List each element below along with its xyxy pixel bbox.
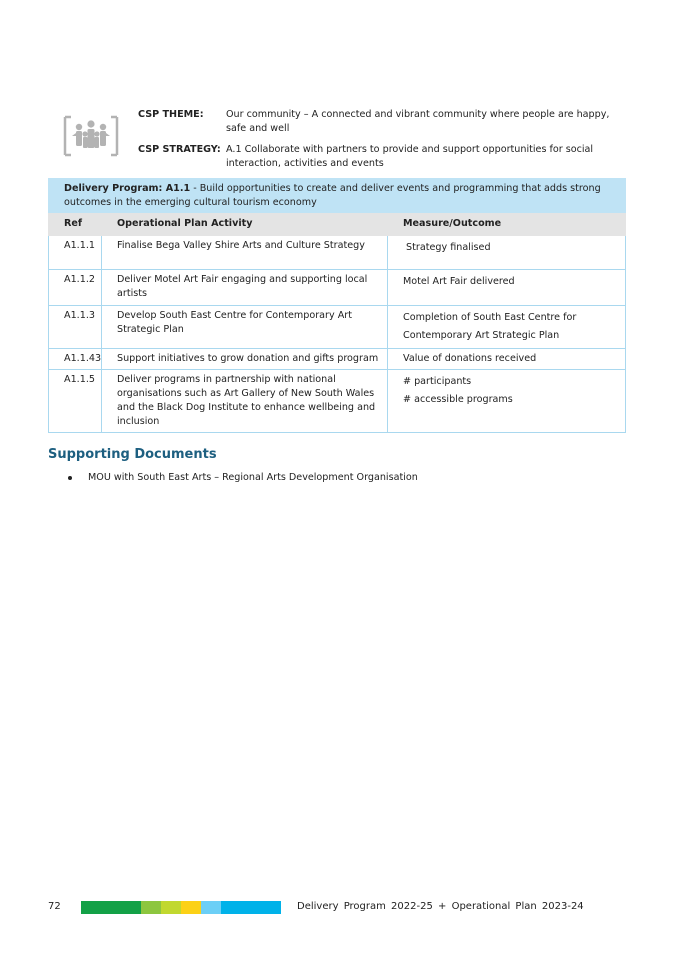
row-ref: A1.1.3 xyxy=(49,306,102,349)
csp-strategy-label: CSP STRATEGY: xyxy=(138,144,221,155)
row-ref: A1.1.1 xyxy=(49,236,102,270)
header-measure: Measure/Outcome xyxy=(388,213,626,236)
measure-line: Motel Art Fair delivered xyxy=(403,276,515,287)
table-row xyxy=(49,270,626,306)
row-measure xyxy=(388,370,626,433)
footer-color-bar xyxy=(81,901,281,914)
measure-line: Strategy finalised xyxy=(403,242,491,253)
row-activity: Deliver Motel Art Fair engaging and supporting local artists xyxy=(102,270,388,306)
footer-color-segment xyxy=(101,901,121,914)
table-row xyxy=(49,349,626,370)
row-measure xyxy=(388,349,626,370)
footer-color-segment xyxy=(221,901,241,914)
footer-color-segment xyxy=(121,901,141,914)
delivery-program-description: - Build opportunities to create and deliver events and programming that adds strong outcomes in the emerging cultural tourism economy xyxy=(64,183,601,208)
footer-color-segment xyxy=(81,901,101,914)
list-item xyxy=(48,471,418,485)
csp-theme-value: Our community – A connected and vibrant community where people are happy, safe and well xyxy=(226,109,610,134)
row-ref: A1.1.43 xyxy=(49,349,102,370)
page-number: 72 xyxy=(48,901,61,912)
row-measure xyxy=(388,306,626,349)
measure-line: # participants xyxy=(403,376,472,387)
csp-strategy-value: A.1 Collaborate with partners to provide and support opportunities for social interaction, activities and events xyxy=(226,144,594,169)
csp-theme-label: CSP THEME: xyxy=(138,109,204,120)
header-ref: Ref xyxy=(49,213,102,236)
row-measure xyxy=(388,270,626,306)
people-group-icon xyxy=(62,112,120,160)
row-ref: A1.1.2 xyxy=(49,270,102,306)
measure-line: Value of donations received xyxy=(403,353,537,364)
row-activity: Finalise Bega Valley Shire Arts and Culture Strategy xyxy=(102,236,388,270)
row-activity: Develop South East Centre for Contemporary Art Strategic Plan xyxy=(102,306,388,349)
table-row xyxy=(49,370,626,433)
delivery-program-banner xyxy=(49,179,626,213)
supporting-documents-list xyxy=(48,471,418,485)
delivery-program-label: Delivery Program: A1.1 xyxy=(64,183,191,194)
row-ref: A1.1.5 xyxy=(49,370,102,433)
measure-line: # accessible programs xyxy=(403,394,513,405)
footer-color-segment xyxy=(161,901,181,914)
supporting-documents-title: Supporting Documents xyxy=(48,447,217,462)
table-row xyxy=(49,236,626,270)
bullet-icon xyxy=(68,476,72,480)
delivery-program-cell xyxy=(49,179,626,213)
footer-color-segment xyxy=(241,901,261,914)
footer-color-segment xyxy=(201,901,221,914)
csp-strategy-row xyxy=(138,143,633,173)
row-measure xyxy=(388,236,626,270)
footer-color-segment xyxy=(181,901,201,914)
list-item-text: MOU with South East Arts – Regional Arts Development Organisation xyxy=(88,472,418,483)
footer-title: Delivery Program 2022-25 + Operational Plan 2023-24 xyxy=(297,901,584,912)
table-header-row xyxy=(49,213,626,236)
footer-color-segment xyxy=(141,901,161,914)
header-activity: Operational Plan Activity xyxy=(102,213,388,236)
csp-theme-row xyxy=(138,108,633,138)
row-activity: Support initiatives to grow donation and gifts program xyxy=(102,349,388,370)
measure-line: Contemporary Art Strategic Plan xyxy=(403,330,560,341)
measure-line: Completion of South East Centre for xyxy=(403,312,577,323)
table-row xyxy=(49,306,626,349)
delivery-program-table xyxy=(48,178,626,433)
footer-color-segment xyxy=(261,901,281,914)
row-activity: Deliver programs in partnership with national organisations such as Art Gallery of New South Wales and the Black Dog Institute to enhance wellbeing and inclusion xyxy=(102,370,388,433)
